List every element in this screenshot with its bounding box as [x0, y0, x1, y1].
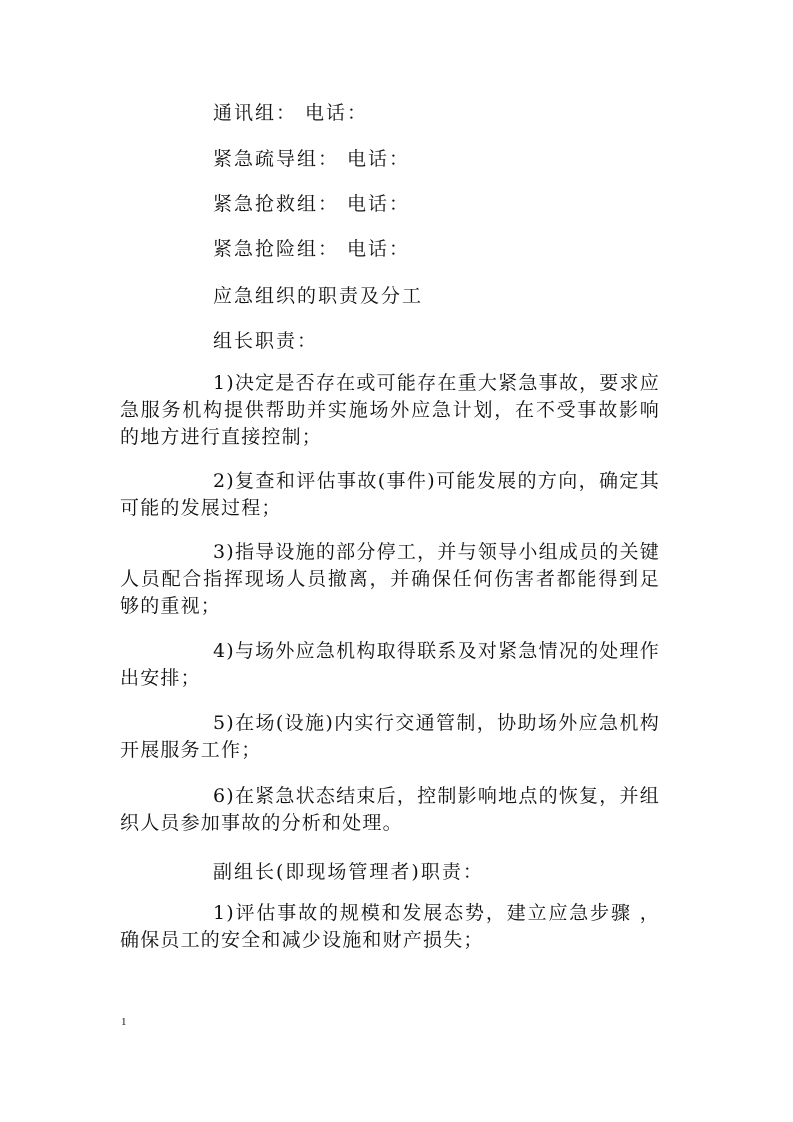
leader-duty-1: 1)决定是否存在或可能存在重大紧急事故，要求应急服务机构提供帮助并实施场外应急计划，在不受事故影响的地方进行直接控制； [120, 372, 660, 448]
contact-line-emergency-repair: 紧急抢险组： 电话： [213, 238, 411, 260]
section-title: 应急组织的职责及分工 [213, 285, 424, 307]
contact-line-rescue: 紧急抢救组： 电话： [213, 193, 411, 215]
contact-line-evacuation: 紧急疏导组： 电话： [213, 148, 411, 170]
leader-duty-3: 3)指导设施的部分停工，并与领导小组成员的关键人员配合指挥现场人员撤离，并确保任何伤害者都能得到足够的重视； [120, 541, 660, 617]
deputy-heading: 副组长(即现场管理者)职责： [213, 861, 484, 883]
page-number: 1 [121, 1016, 127, 1028]
leader-duty-5: 5)在场(设施)内实行交通管制，协助场外应急机构开展服务工作； [120, 712, 660, 761]
deputy-duty-1: 1)评估事故的规模和发展态势，建立应急步骤 ，确保员工的安全和减少设施和财产损失； [120, 902, 660, 951]
contact-line-communications: 通讯组： 电话： [213, 102, 369, 124]
leader-heading: 组长职责： [213, 330, 319, 352]
leader-duty-2: 2)复查和评估事故(事件)可能发展的方向，确定其可能的发展过程； [120, 470, 660, 519]
leader-duty-4: 4)与场外应急机构取得联系及对紧急情况的处理作出安排； [120, 640, 660, 689]
leader-duty-6: 6)在紧急状态结束后，控制影响地点的恢复，并组织人员参加事故的分析和处理。 [120, 785, 660, 834]
